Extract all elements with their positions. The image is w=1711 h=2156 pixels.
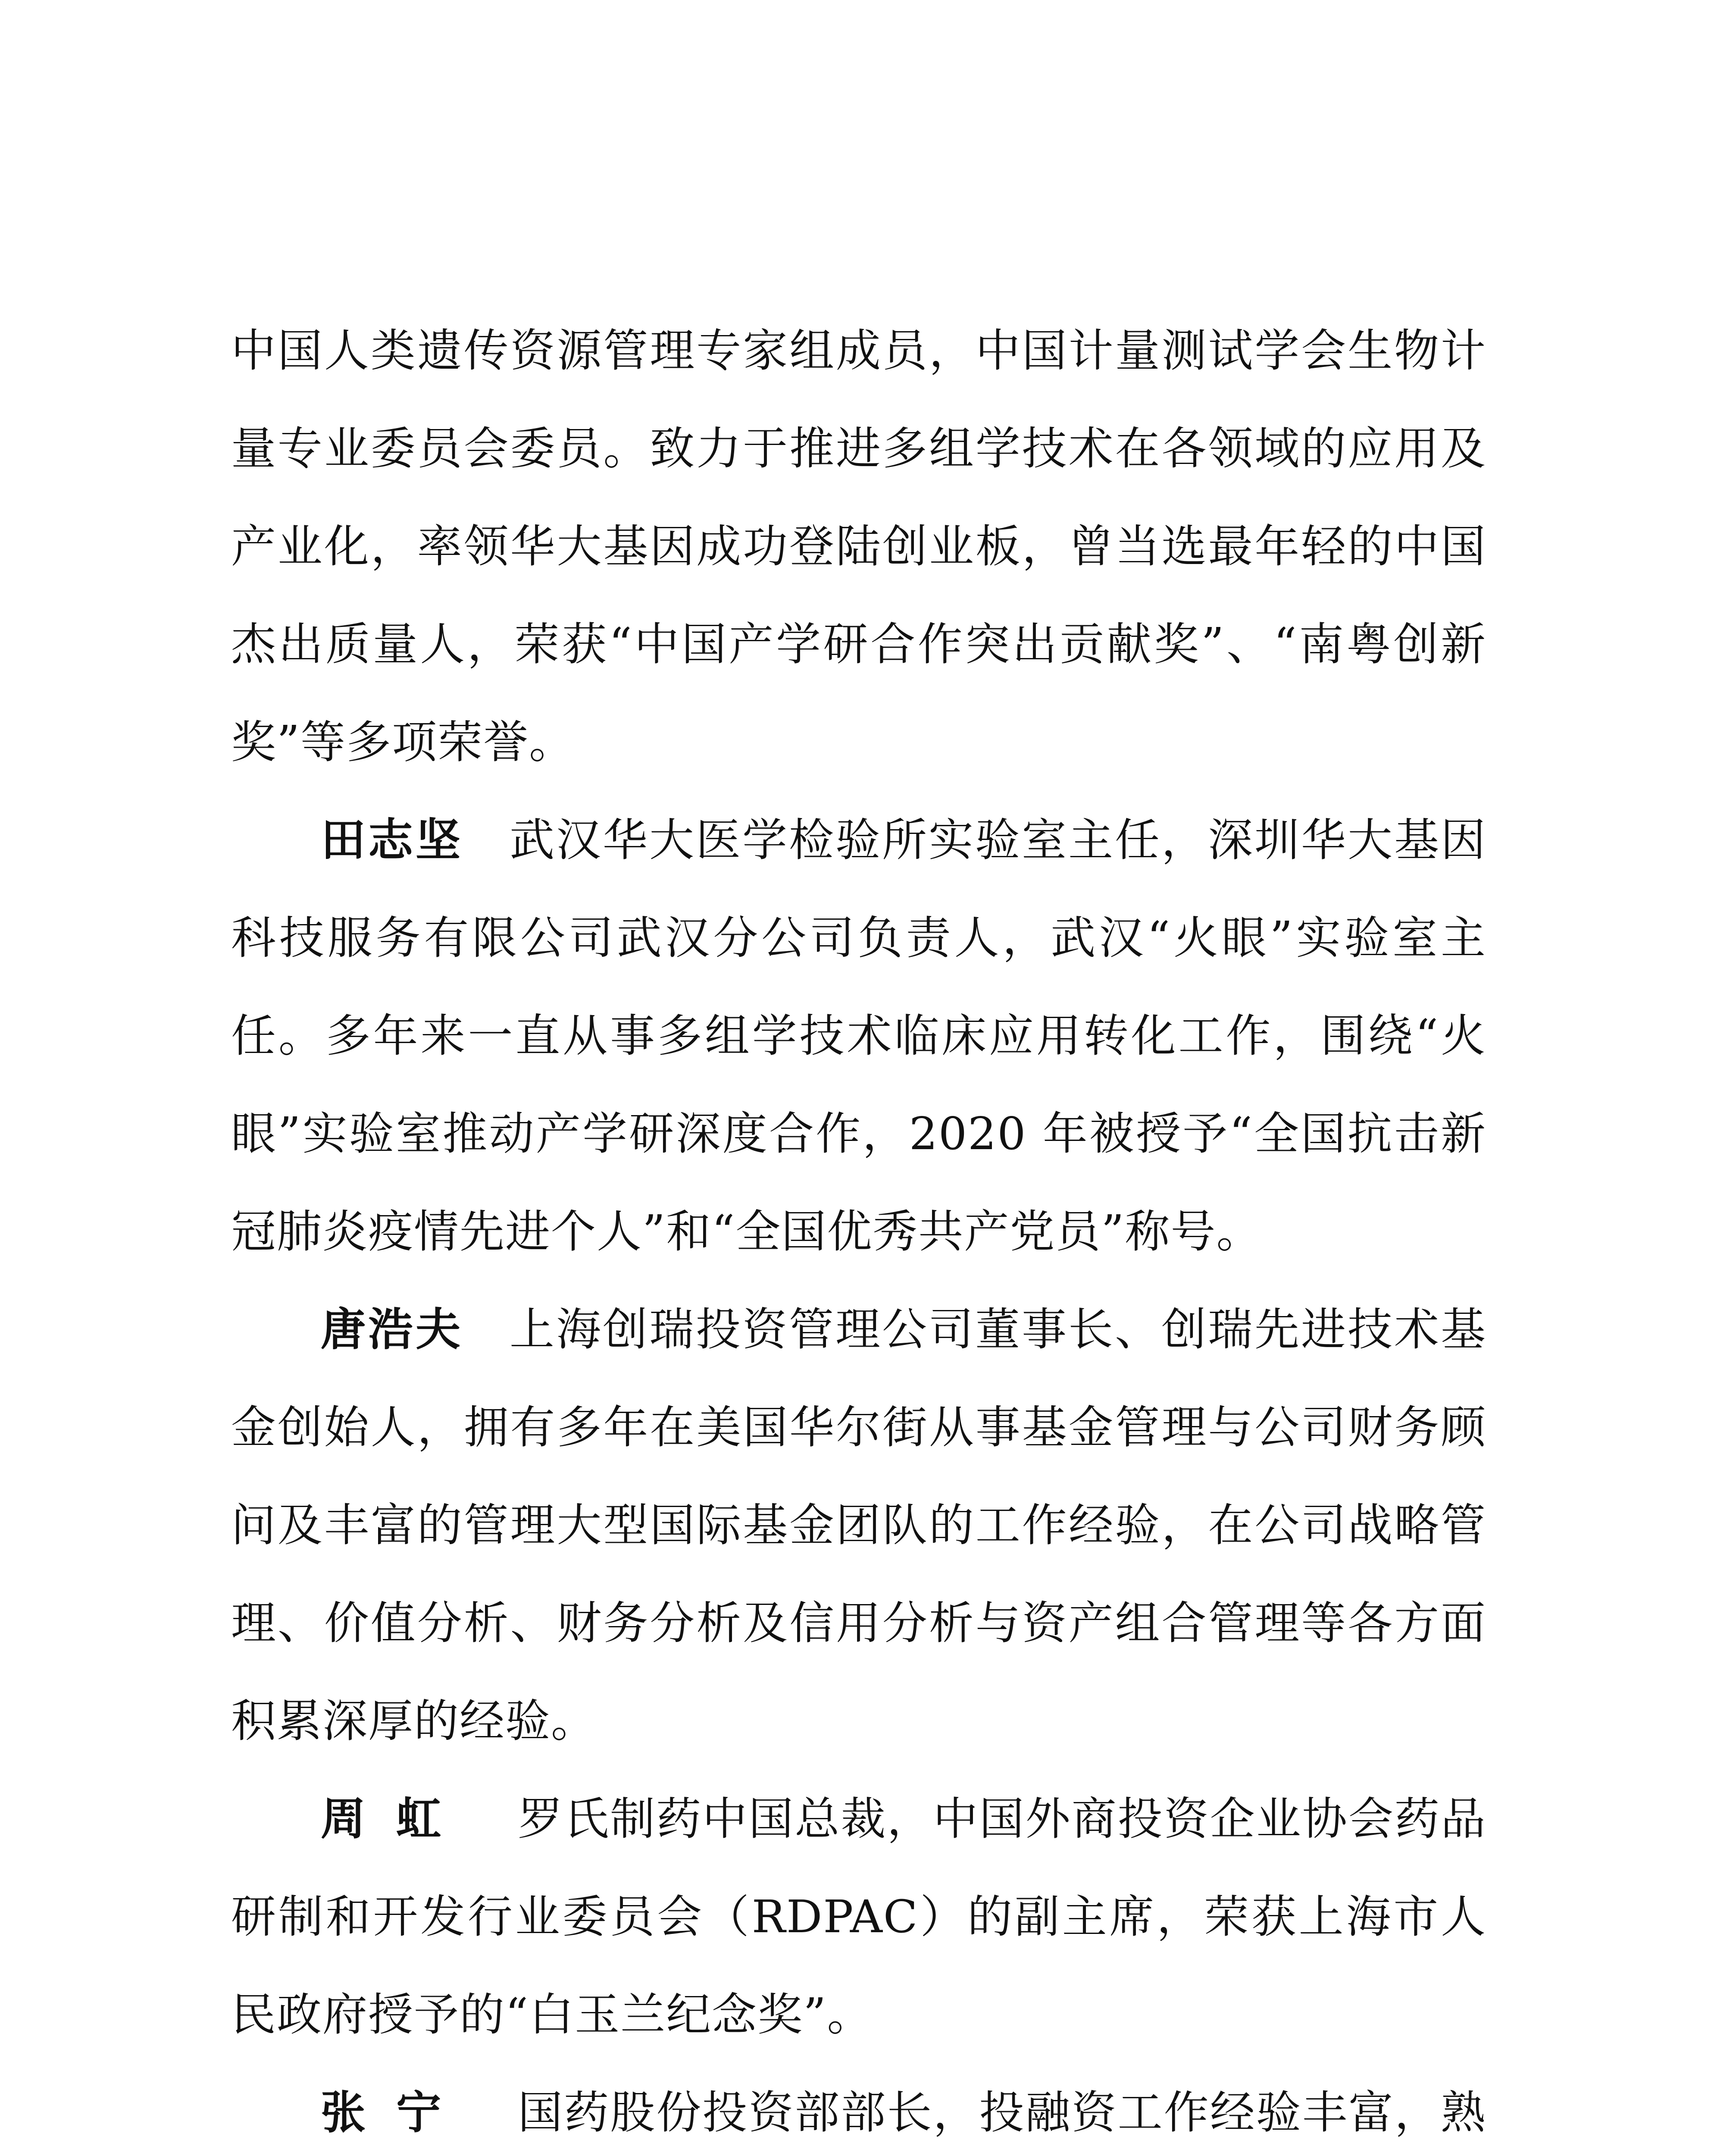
paragraph-tian-zhijian [231,791,1486,1281]
paragraph-text: 罗氏制药中国总裁，中国外商投资企业协会药品研制和开发行业委员会（RDPAC）的副主席，荣获上海市人民政府授予的“白玉兰纪念奖”。 [231,1792,1486,2041]
paragraph-tang-haofu [231,1281,1486,1770]
paragraph-text: 上海创瑞投资管理公司董事长、创瑞先进技术基金创始人，拥有多年在美国华尔街从事基金管理与公司财务顾问及丰富的管理大型国际基金团队的工作经验，在公司战略管理、价值分析、财务分析及信用分析与资产组合管理等各方面积累深厚的经验。 [231,1303,1486,1747]
document-body [231,302,1486,2156]
paragraph-continuation [231,302,1486,791]
person-name: 张宁 [321,2086,472,2139]
paragraph-zhou-hong [231,1770,1486,2064]
paragraph-zhang-ning [231,2064,1486,2156]
paragraph-text: 中国人类遗传资源管理专家组成员，中国计量测试学会生物计量专业委员会委员。致力于推进多组学技术在各领域的应用及产业化，率领华大基因成功登陆创业板，曾当选最年轻的中国杰出质量人，荣获“中国产学研合作突出贡献奖”、“南粤创新奖”等多项荣誉。 [231,324,1486,768]
paragraph-text: 武汉华大医学检验所实验室主任，深圳华大基因科技服务有限公司武汉分公司负责人，武汉“火眼”实验室主任。多年来一直从事多组学技术临床应用转化工作，围绕“火眼”实验室推动产学研深度合作，2020 年被授予“全国抗击新冠肺炎疫情先进个人”和“全国优秀共产党员”称号。 [231,814,1486,1258]
person-name: 周虹 [321,1792,472,1845]
person-name: 田志坚 [321,814,463,866]
paragraph-text: 国药股份投资部部长，投融资工作经验丰富，熟 [518,2086,1486,2139]
person-name: 唐浩夫 [321,1303,463,1356]
